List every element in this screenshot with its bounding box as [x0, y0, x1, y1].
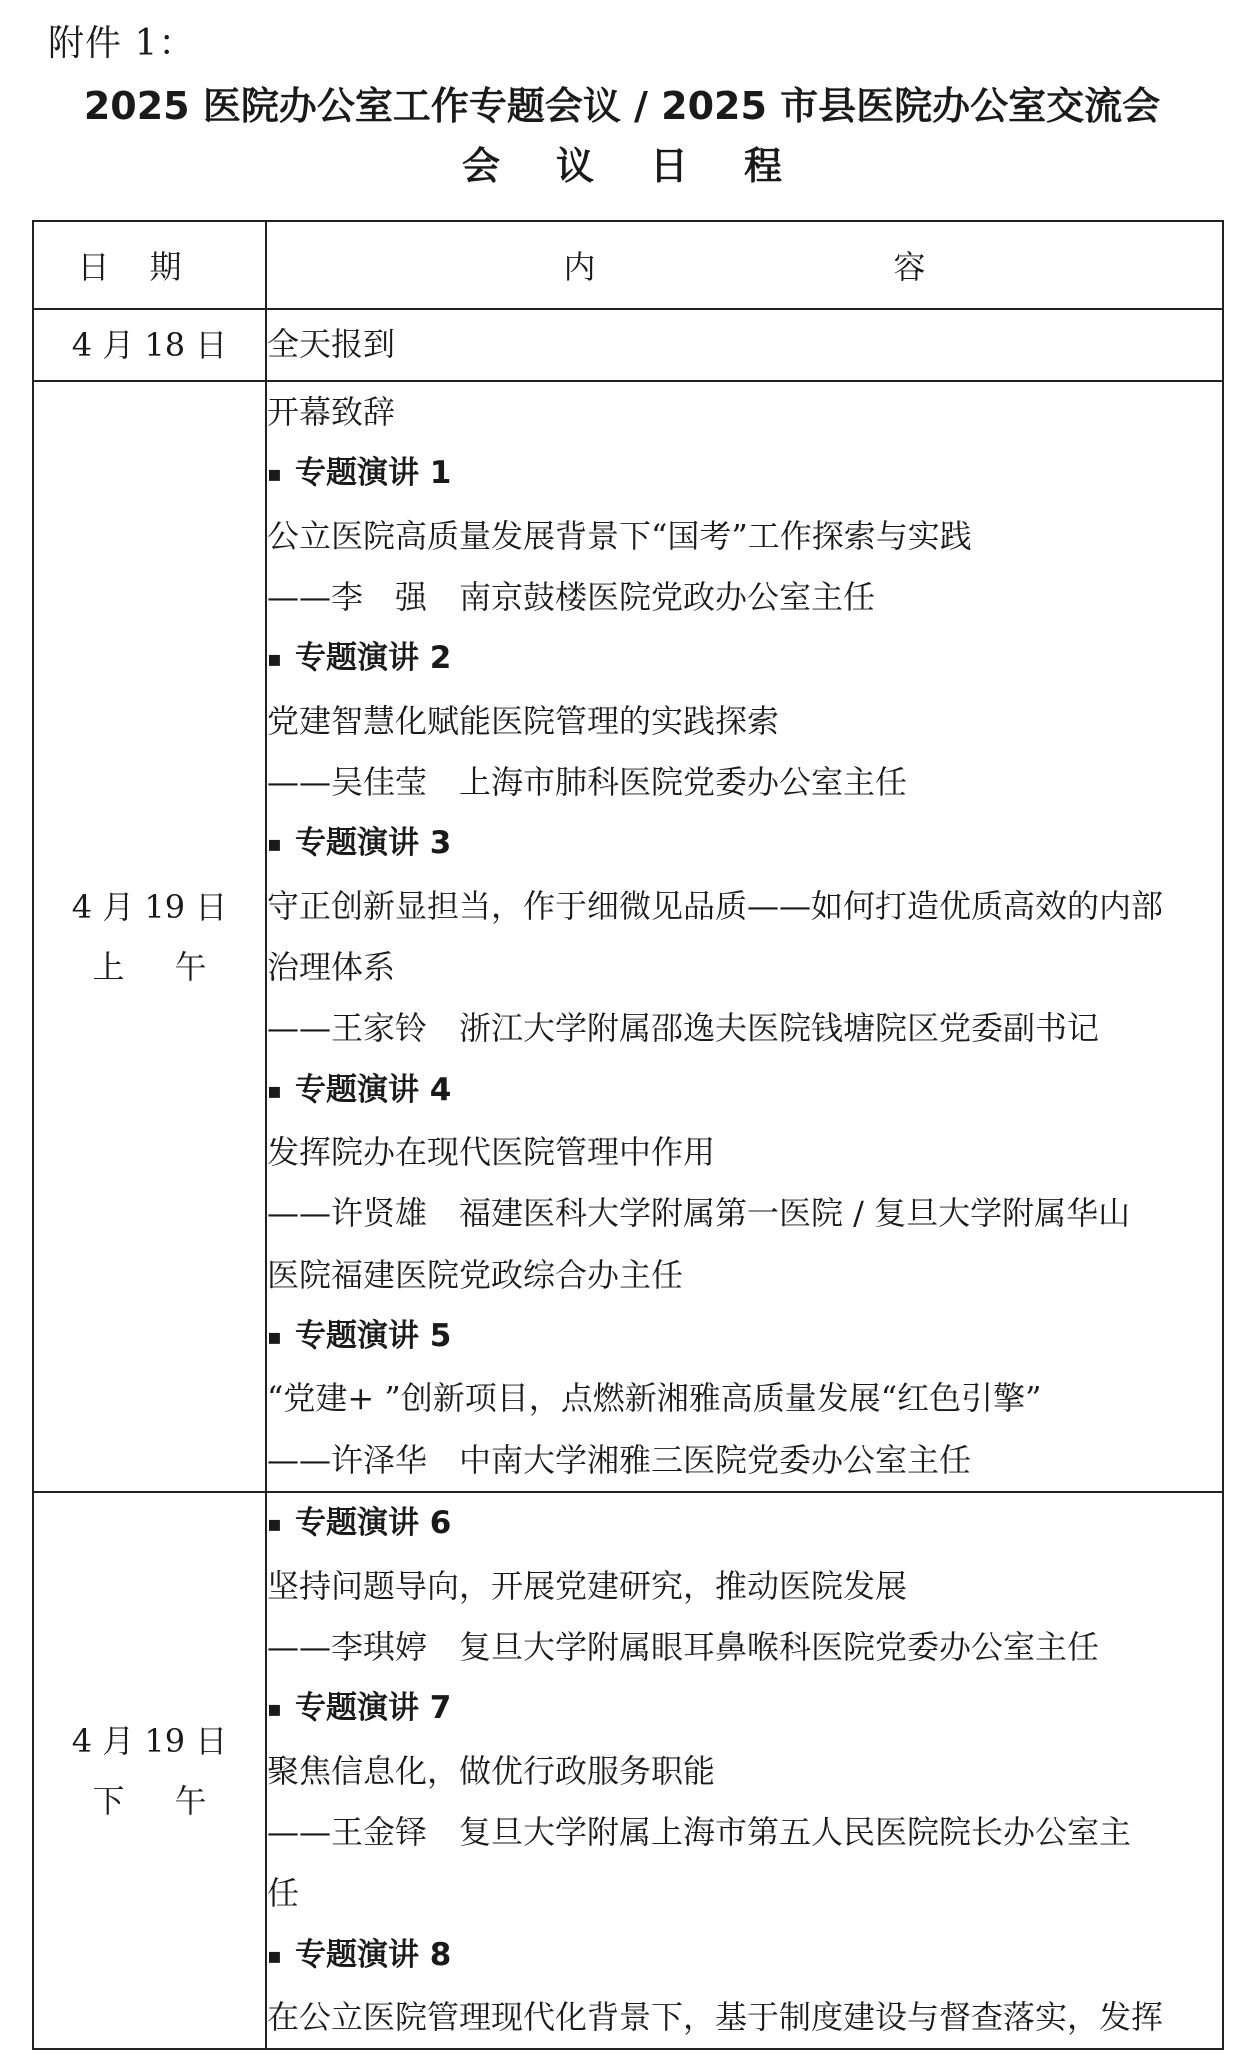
date-text: 4 月 19 日 — [71, 1721, 228, 1760]
content-line: ——许泽华 中南大学湘雅三医院党委办公室主任 — [267, 1440, 972, 1479]
session-heading-text: 专题演讲 6 — [295, 1505, 452, 1542]
date-text: 4 月 19 日 — [71, 887, 228, 926]
document-title: 2025 医院办公室工作专题会议 / 2025 市县医院办公室交流会 — [83, 84, 1161, 128]
content-line: 开幕致辞 — [267, 393, 396, 431]
content-line: 党建智慧化赋能医院管理的实践探索 — [267, 701, 780, 740]
content-line: 任 — [267, 1874, 300, 1913]
content-line: ——李琪婷 复旦大学附属眼耳鼻喉科医院党委办公室主任 — [267, 1627, 1100, 1666]
content-line: 守正创新显担当，作于细微见品质——如何打造优质高效的内部 — [267, 886, 1164, 925]
content-line: ——李 强 南京鼓楼医院党政办公室主任 — [267, 578, 876, 617]
schedule-row — [33, 1492, 1223, 2049]
content-line: 公立医院高质量发展背景下“国考”工作探索与实践 — [267, 516, 972, 555]
content-line: 发挥院办在现代医院管理中作用 — [267, 1133, 716, 1172]
schedule-row — [33, 381, 1223, 1492]
session-heading — [267, 443, 1222, 505]
content-line: ——许贤雄 福建医科大学附属第一医院 / 复旦大学附属华山 — [267, 1194, 1131, 1233]
session-heading-text: 专题演讲 8 — [295, 1936, 452, 1973]
content-cell — [266, 381, 1223, 1492]
half-day-text: 下午 — [92, 1781, 257, 1820]
date-text: 4 月 18 日 — [71, 326, 228, 364]
bullet-icon: ▪ — [267, 1697, 282, 1723]
content-line: “党建+ ”创新项目，点燃新湘雅高质量发展“红色引擎” — [267, 1379, 1042, 1418]
date-cell — [33, 381, 266, 1492]
session-heading-text: 专题演讲 3 — [295, 825, 452, 862]
header-content-right: 容 — [893, 248, 926, 286]
bullet-icon: ▪ — [267, 1325, 282, 1351]
half-day-text: 上午 — [92, 947, 257, 986]
content-line: ——王家铃 浙江大学附属邵逸夫医院钱塘院区党委副书记 — [267, 1009, 1100, 1048]
header-content-left: 内 — [563, 248, 596, 286]
session-heading — [267, 1060, 1222, 1122]
header-date: 日期 — [33, 221, 266, 309]
session-heading — [267, 1306, 1222, 1368]
session-heading-text: 专题演讲 7 — [295, 1690, 452, 1727]
session-heading — [267, 628, 1222, 690]
bullet-icon: ▪ — [267, 462, 282, 488]
session-heading-text: 专题演讲 5 — [295, 1318, 452, 1355]
content-line: ——王金铎 复旦大学附属上海市第五人民医院院长办公室主 — [267, 1812, 1132, 1851]
session-heading-text: 专题演讲 4 — [295, 1071, 452, 1108]
content-line: 坚持问题导向，开展党建研究，推动医院发展 — [267, 1566, 908, 1605]
content-line: 治理体系 — [267, 948, 396, 987]
table-header-row — [33, 221, 1223, 309]
session-heading — [267, 1493, 1222, 1555]
bullet-icon: ▪ — [267, 1512, 282, 1538]
session-heading — [267, 1925, 1222, 1987]
bullet-icon: ▪ — [267, 832, 282, 858]
content-line: 在公立医院管理现代化背景下，基于制度建设与督查落实，发挥 — [267, 1997, 1164, 2036]
schedule-table — [32, 220, 1224, 2050]
bullet-icon: ▪ — [267, 1943, 282, 1969]
document-subtitle: 会议日程 — [461, 144, 838, 188]
schedule-body — [33, 309, 1223, 2049]
schedule-row — [33, 309, 1223, 381]
session-heading-text: 专题演讲 1 — [295, 455, 452, 492]
date-cell — [33, 309, 266, 381]
content-cell — [266, 1492, 1223, 2049]
attachment-label: 附件 1： — [48, 23, 196, 64]
content-cell — [266, 309, 1223, 381]
bullet-icon: ▪ — [267, 647, 282, 673]
date-cell — [33, 1492, 266, 2049]
header-content — [266, 221, 1223, 309]
session-heading — [267, 1678, 1222, 1740]
content-line: ——吴佳莹 上海市肺科医院党委办公室主任 — [267, 763, 908, 802]
content-line: 医院福建医院党政综合办主任 — [267, 1255, 684, 1294]
session-heading-text: 专题演讲 2 — [295, 640, 452, 677]
session-heading — [267, 813, 1222, 875]
content-line: 聚焦信息化，做优行政服务职能 — [267, 1751, 716, 1790]
content-line: 全天报到 — [267, 325, 396, 364]
bullet-icon: ▪ — [267, 1078, 282, 1104]
